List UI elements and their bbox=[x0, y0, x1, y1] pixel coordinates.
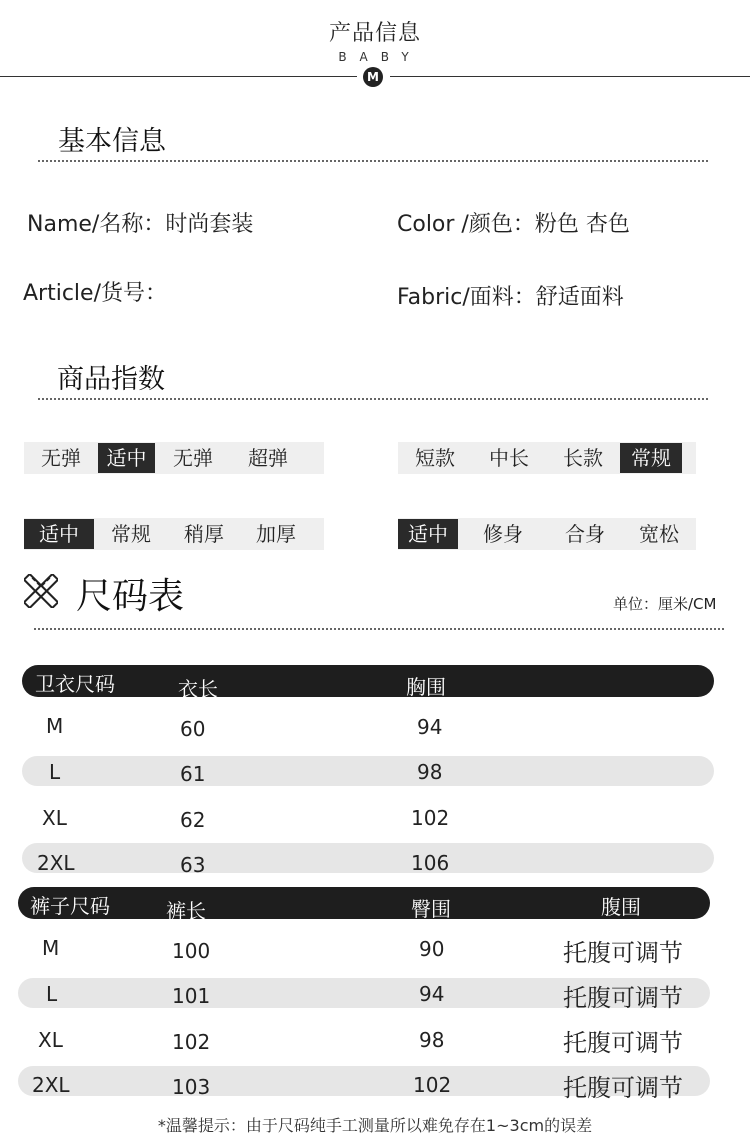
cell-size: 2XL bbox=[37, 851, 75, 875]
cell-length: 60 bbox=[180, 717, 206, 741]
elasticity-scale bbox=[24, 442, 324, 474]
cell-waist: 托腹可调节 bbox=[563, 939, 683, 967]
section-divider bbox=[34, 628, 724, 630]
page-subtitle: BABY bbox=[338, 50, 422, 64]
cell-waist: 托腹可调节 bbox=[563, 984, 683, 1012]
cell-length: 61 bbox=[180, 762, 206, 786]
cell-size: XL bbox=[42, 806, 67, 830]
header-divider-right bbox=[390, 76, 750, 77]
fit-scale bbox=[398, 518, 696, 550]
length-scale bbox=[398, 442, 696, 474]
cell-hip: 98 bbox=[419, 1028, 445, 1052]
cell-hip: 94 bbox=[419, 982, 445, 1006]
product-name: Name/名称：时尚套装 bbox=[27, 212, 254, 237]
section-divider bbox=[38, 398, 708, 400]
index-option: 宽松 bbox=[639, 522, 679, 546]
top-table-header-bar bbox=[22, 665, 714, 697]
basic-info-title: 基本信息 bbox=[58, 126, 166, 157]
cell-chest: 102 bbox=[411, 806, 450, 830]
thickness-scale bbox=[24, 518, 324, 550]
page-title: 产品信息 bbox=[328, 21, 421, 46]
cell-length: 103 bbox=[172, 1075, 211, 1099]
index-option: 常规 bbox=[620, 443, 682, 473]
index-option: 修身 bbox=[483, 522, 523, 546]
index-option: 适中 bbox=[398, 519, 458, 549]
product-fabric: Fabric/面料：舒适面料 bbox=[397, 285, 624, 310]
cell-waist: 托腹可调节 bbox=[563, 1029, 683, 1057]
pants-col-size: 裤子尺码 bbox=[30, 894, 110, 918]
product-color: Color /颜色：粉色 杏色 bbox=[397, 212, 630, 237]
top-col-size: 卫衣尺码 bbox=[35, 672, 115, 696]
index-option: 稍厚 bbox=[184, 522, 224, 546]
index-option: 超弹 bbox=[248, 446, 288, 470]
cell-size: L bbox=[46, 982, 58, 1006]
product-article: Article/货号： bbox=[23, 281, 167, 306]
index-option: 适中 bbox=[24, 519, 94, 549]
top-col-length: 衣长 bbox=[178, 677, 218, 701]
cell-length: 102 bbox=[172, 1030, 211, 1054]
size-chart-title: 尺码表 bbox=[76, 576, 185, 617]
cell-size: M bbox=[42, 936, 60, 960]
cell-size: M bbox=[46, 714, 64, 738]
cell-length: 63 bbox=[180, 853, 206, 877]
pants-col-length: 裤长 bbox=[166, 899, 206, 923]
cell-chest: 98 bbox=[417, 760, 443, 784]
index-option: 长款 bbox=[563, 446, 603, 470]
measurement-note: *温馨提示：由于尺码纯手工测量所以难免存在1~3cm的误差 bbox=[157, 1116, 593, 1135]
index-option: 短款 bbox=[415, 446, 455, 470]
index-option: 加厚 bbox=[256, 522, 296, 546]
pants-col-waist: 腹围 bbox=[601, 895, 641, 919]
cell-hip: 90 bbox=[419, 937, 445, 961]
cell-size: XL bbox=[38, 1028, 63, 1052]
top-col-chest: 胸围 bbox=[406, 675, 446, 699]
crossed-ruler-icon bbox=[24, 574, 58, 608]
index-option: 无弹 bbox=[173, 446, 213, 470]
cell-chest: 106 bbox=[411, 851, 450, 875]
index-option: 适中 bbox=[98, 443, 155, 473]
brand-badge: M bbox=[363, 67, 383, 87]
row-stripe bbox=[22, 843, 714, 873]
cell-hip: 102 bbox=[413, 1073, 452, 1097]
header-divider-left bbox=[0, 76, 357, 77]
cell-chest: 94 bbox=[417, 715, 443, 739]
index-option: 中长 bbox=[489, 446, 529, 470]
section-divider bbox=[38, 160, 708, 162]
cell-size: 2XL bbox=[32, 1073, 70, 1097]
cell-length: 62 bbox=[180, 808, 206, 832]
index-option: 常规 bbox=[111, 522, 151, 546]
pants-col-hip: 臀围 bbox=[411, 897, 451, 921]
cell-size: L bbox=[49, 760, 61, 784]
index-option: 合身 bbox=[565, 522, 605, 546]
cell-length: 100 bbox=[172, 939, 211, 963]
cell-waist: 托腹可调节 bbox=[563, 1074, 683, 1102]
unit-label: 单位：厘米/CM bbox=[613, 595, 717, 613]
row-stripe bbox=[22, 756, 714, 786]
cell-length: 101 bbox=[172, 984, 211, 1008]
product-index-title: 商品指数 bbox=[57, 364, 165, 395]
index-option: 无弹 bbox=[41, 446, 81, 470]
